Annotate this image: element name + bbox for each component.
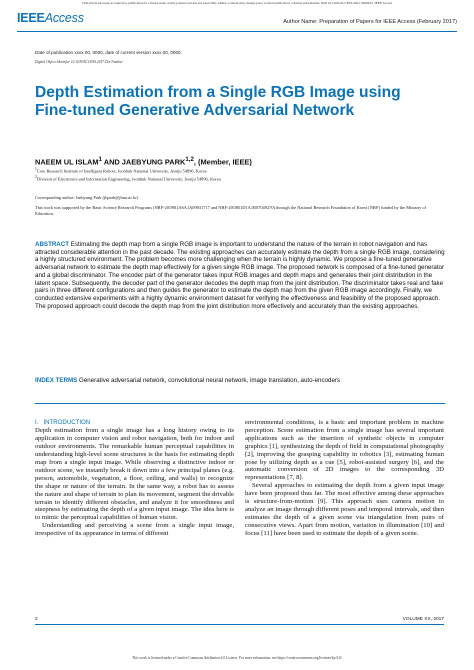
logo-access: Access	[44, 11, 84, 25]
funding-statement: This work was supported by the Basic Science Research Programs (NRF-2019R1A6A1A09031717 and NRF-2018R1D1A1B07049270) through the National Research Foundation of Korea (NRF) funded by the Ministry of Education.	[35, 205, 427, 216]
intro-paragraph-2: Understanding and perceiving a scene from a single input image, irrespective of its appearance in terms of different	[35, 522, 234, 538]
index-terms-label: INDEX TERMS	[35, 377, 78, 384]
logo-ieee: IEEE	[17, 11, 45, 25]
volume-label: VOLUME XX, 2017	[402, 617, 444, 622]
author-1: NAEEM UL ISLAM	[35, 157, 99, 167]
abstract-text: Estimating the depth map from a single RGB image is important to understand the nature of the terrain in robot navigation and has attracted considerable attention in the past decade. The existing approaches can accurately estimate the depth from a single RGB image, considering a highly structured environment. The problem becomes more challenging when the terrain is highly dynamic. We propose a fine-tuned generative adversarial network to estimate the depth map effectively for a given single RGB image. The proposed network is composed of a fine-tuned generator and a global discriminator. The encoder part of the generator takes input RGB images and depth maps and generates their joint distribution in the latent space. Subsequently, the decoder part of the generator decodes the depth map from the joint distribution. The discriminator takes real and fake pairs in three different configurations and then guides the generator to estimate the depth map from the given RGB image accordingly. Finally, we conducted extensive experiments with a highly dynamic environment dataset for verifying the effectiveness and feasibility of the proposed approach. The proposed approach could decode the depth map from the joint distribution more effectively and accurately than the existing approaches.	[35, 241, 445, 310]
abstract	[35, 241, 445, 310]
affiliation-1-sup: 1	[35, 167, 37, 171]
section-heading-introduction: I. INTRODUCTION	[35, 419, 91, 426]
journal-logo	[17, 11, 84, 25]
author-1-affil-sup: 1	[98, 156, 102, 163]
page-number: 2	[35, 617, 38, 622]
affiliation-2-text: Division of Electronics and Information Engineering, Jeonbuk National University, Jeonju 54896, Korea	[36, 176, 221, 182]
abstract-divider	[35, 403, 445, 404]
intro-paragraph-3: Several approaches to estimating the depth from a given input image have been proposed thus far. The most effective among these approaches is structure-from-motion [9]. This approach uses camera motion to analyze an image through different poses and temporal intervals, and then estimates the depth of a given scene via triangulation from pairs of consecutive views. Apart from motion, variation in illumination [10] and focus [11] have been used to estimate the depth of a given scene.	[245, 482, 444, 537]
affiliation-2	[35, 175, 221, 181]
body-column-right	[245, 419, 444, 538]
index-terms-text: Generative adversarial network, convolutional neural network, image translation, auto-encoders	[77, 377, 341, 384]
license-notice: This work is licensed under a Creative Commons Attribution 4.0 License. For more information, see https://creativecommons.org/licenses/by/4.0/	[132, 656, 342, 660]
affiliation-1	[35, 167, 207, 173]
affiliation-2-sup: 2	[35, 175, 37, 179]
author-2: AND JAEBYUNG PARK	[101, 157, 186, 167]
header-divider	[17, 31, 457, 32]
intro-paragraph-2-cont: environmental conditions, is a basic and important problem in machine perception. Scene estimation from a single image has several important applications such as the insertion of synthetic objects in computer graphics [1], synthesizing the depth of field in computational photography [2], improving the grasping capability in robotics [3], estimating human pose by utilizing depth as a cue [5], robot-assisted surgery [6], and the automatic conversion of 2D images to the corresponding 3D representations [7, 8].	[245, 419, 444, 482]
affiliation-1-text: Core Research Institute of Intelligent Robots, Jeonbuk National University, Jeonju 54896, Korea	[36, 168, 207, 174]
paper-title: Depth Estimation from a Single RGB Image using Fine-tuned Generative Adversarial Network	[35, 84, 401, 119]
prepublication-notice: This article has been accepted for publication in a future issue of this journal, but has not been fully edited. Content may change prior to final publication. Citation information: DOI 10.1109/ACCESS.2021.3060435, IEEE Access	[81, 1, 393, 5]
doi-identifier: Digital Object Identifier 10.1109/ACCESS.2017.Doi Number	[35, 60, 123, 64]
footer-divider	[35, 624, 444, 625]
running-header: Author Name: Preparation of Papers for IEEE Access (February 2017)	[283, 19, 457, 25]
author-2-affil-sup: 1,2	[185, 156, 194, 163]
publication-dates: Date of publication xxxx 00, 0000, date of current version xxxx 00, 0000.	[35, 50, 182, 55]
author-line	[35, 156, 252, 166]
intro-paragraph-1: Depth estimation from a single image has a long history owing to its application in computer vision and robot navigation, both for indoor and outdoor environments. The remarkable human perceptual capabilities in understanding high-level scene structures is the basis for estimating depth map from a single input image. While observing a distinctive indoor or outdoor scene, we instantly break it down into a few principal planes (e.g. person, automobile, vegetation, a floor, ceiling, and walls) to recognize the shape or nature of the terrain. In the same way, a robot has to assess the nature and shape of terrain to plan its movement, segment the drivable terrain to identify different obstacles, and analyze it for smoothness and steepness by estimating the depth of a given input image. The idea here is to mimic the perceptual capabilities of human vision.	[35, 427, 234, 522]
body-column-left	[35, 419, 234, 538]
corresponding-author: Corresponding author: Jaebyung Park (jbpark@jbnu.ac.kr)	[35, 195, 139, 200]
journal-header	[17, 11, 457, 33]
abstract-label: ABSTRACT	[35, 241, 70, 248]
index-terms	[35, 377, 445, 385]
member-status: , (Member, IEEE)	[193, 157, 252, 167]
